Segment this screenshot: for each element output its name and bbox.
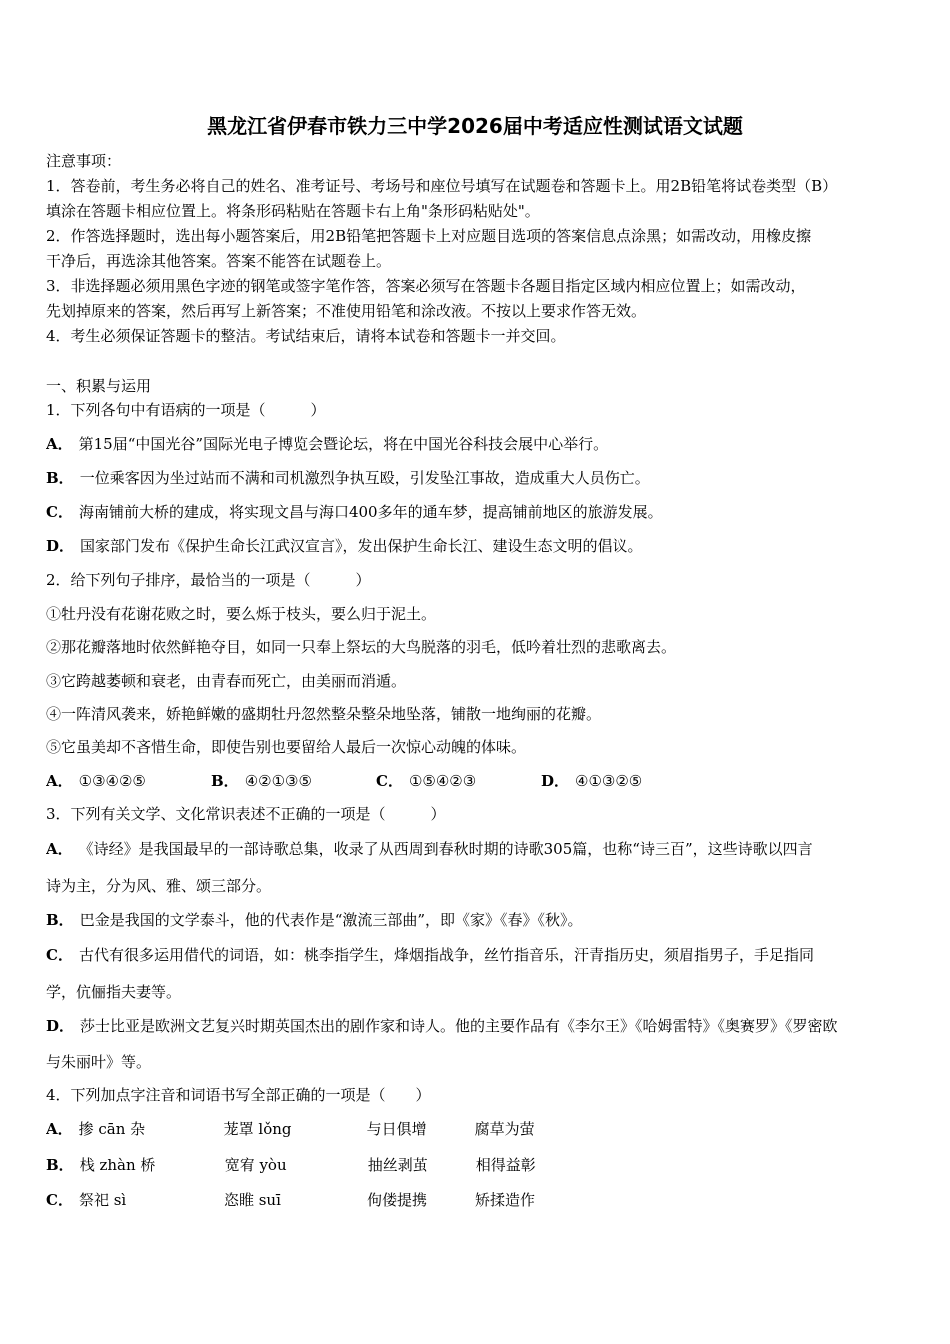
notice-line-3: 2．作答选择题时，选出每小题答案后，用2B铅笔把答题卡上对应题目选项的答案信息点涂黑；如需改动，用橡皮擦 xyxy=(46,227,812,245)
option-text: 第15届“中国光谷”国际光电子博览会暨论坛，将在中国光谷科技会展中心举行。 xyxy=(78,435,609,453)
option-label: D． xyxy=(541,772,570,790)
option-text: 一位乘客因为坐过站而不满和司机激烈争执互殴，引发坠江事故，造成重大人员伤亡。 xyxy=(79,469,650,487)
option-label: B． xyxy=(46,911,74,929)
option-text: 莎士比亚是欧洲文艺复兴时期英国杰出的剧作家和诗人。他的主要作品有《李尔王》《哈姆雷特》《奥赛罗》《罗密欧 xyxy=(80,1017,838,1035)
option-label: D． xyxy=(46,1017,75,1035)
q4-stem: 4．下列加点字注音和词语书写全部正确的一项是（ ） xyxy=(46,1086,431,1104)
notice-line-5: 3．非选择题必须用黑色字迹的钢笔或签字笔作答，答案必须写在答题卡各题目指定区域内相应位置上；如需改动， xyxy=(46,277,806,295)
q4-item: 腐草为萤 xyxy=(474,1120,535,1138)
option-label: C． xyxy=(46,946,73,964)
option-label: A． xyxy=(46,840,73,858)
q4-item: 恣睢 suī xyxy=(223,1191,281,1209)
option-label: A． xyxy=(46,772,73,790)
notice-line-2: 填涂在答题卡相应位置上。将条形码粘贴在答题卡右上角"条形码粘贴处"。 xyxy=(46,202,540,220)
option-text: 古代有很多运用借代的词语，如：桃李指学生，烽烟指战争，丝竹指音乐，汗青指历史，须眉指男子，手足指同 xyxy=(78,946,814,964)
q4-item: 祭祀 sì xyxy=(78,1191,127,1209)
q4-item: 矫揉造作 xyxy=(474,1191,535,1209)
notice-line-4: 干净后，再选涂其他答案。答案不能答在试题卷上。 xyxy=(46,252,392,270)
q1-option-b xyxy=(46,467,908,489)
option-text: ①⑤④②③ xyxy=(408,772,477,790)
option-text: ①③④②⑤ xyxy=(78,772,146,790)
option-label: B． xyxy=(46,1156,74,1174)
q3-option-d-line2: 与朱丽叶》等。 xyxy=(46,1053,152,1071)
q2-stem: 2．给下列句子排序，最恰当的一项是（ ） xyxy=(46,571,371,589)
q2-sentence-2: ②那花瓣落地时依然鲜艳夺目，如同一只奉上祭坛的大鸟脱落的羽毛，低吟着壮烈的悲歌离去。 xyxy=(46,638,677,656)
q3-option-b xyxy=(46,909,908,931)
q1-option-d xyxy=(46,535,908,557)
q4-item: 宽宥 yòu xyxy=(224,1156,287,1174)
q4-item: 与日俱增 xyxy=(366,1120,427,1138)
option-label: C． xyxy=(46,1191,73,1209)
q4-item: 抽丝剥茧 xyxy=(367,1156,428,1174)
option-label: B． xyxy=(211,772,239,790)
q4-item: 佝偻提携 xyxy=(366,1191,427,1209)
option-text: 国家部门发布《保护生命长江武汉宣言》，发出保护生命长江、建设生态文明的倡议。 xyxy=(80,537,643,555)
option-label: A． xyxy=(46,1120,73,1138)
q1-stem: 1．下列各句中有语病的一项是（ ） xyxy=(46,401,326,419)
option-text: ④②①③⑤ xyxy=(244,772,312,790)
notice-line-1: 1．答卷前，考生务必将自己的姓名、准考证号、考场号和座位号填写在试题卷和答题卡上。用2B铅笔将试卷类型（B） xyxy=(46,177,838,195)
option-label: D． xyxy=(46,537,75,555)
q2-option-d xyxy=(541,770,642,792)
q3-option-a-line2: 诗为主，分为风、雅、颂三部分。 xyxy=(46,877,272,895)
q3-option-d-line1 xyxy=(46,1015,908,1037)
q3-option-c-line1 xyxy=(46,944,908,966)
notice-heading: 注意事项： xyxy=(46,152,122,170)
option-label: A． xyxy=(46,435,73,453)
page-title: 黑龙江省伊春市铁力三中学2026届中考适应性测试语文试题 xyxy=(207,114,743,138)
q2-sentence-4: ④一阵清风袭来，娇艳鲜嫩的盛期牡丹忽然整朵整朵地坠落，铺散一地绚丽的花瓣。 xyxy=(46,705,602,723)
q1-option-c xyxy=(46,501,908,523)
q4-item: 相得益彰 xyxy=(475,1156,536,1174)
q2-sentence-5: ⑤它虽美却不吝惜生命，即使告别也要留给人最后一次惊心动魄的体味。 xyxy=(46,738,527,756)
q3-option-a-line1 xyxy=(46,838,908,860)
option-label: C． xyxy=(376,772,403,790)
option-text: 巴金是我国的文学泰斗，他的代表作是“激流三部曲”，即《家》《春》《秋》。 xyxy=(79,911,583,929)
notice-line-6: 先划掉原来的答案，然后再写上新答案；不准使用铅笔和涂改液。不按以上要求作答无效。 xyxy=(46,302,647,320)
q4-item: 栈 zhàn 桥 xyxy=(79,1156,156,1174)
option-label: C． xyxy=(46,503,73,521)
q2-sentence-3: ③它跨越萎顿和衰老，由青春而死亡，由美丽而消遁。 xyxy=(46,672,407,690)
section-heading: 一、积累与运用 xyxy=(46,377,152,395)
option-text: 《诗经》是我国最早的一部诗歌总集，收录了从西周到春秋时期的诗歌305篇，也称“诗三百”，这些诗歌以四言 xyxy=(78,840,813,858)
q2-option-c xyxy=(376,770,541,792)
q4-item: 掺 cān 杂 xyxy=(78,1120,146,1138)
q4-option-a xyxy=(46,1118,908,1140)
q4-item: 茏罩 lǒng xyxy=(223,1120,292,1138)
q3-option-c-line2: 学，伉俪指夫妻等。 xyxy=(46,983,182,1001)
q3-stem: 3．下列有关文学、文化常识表述不正确的一项是（ ） xyxy=(46,805,446,823)
q2-sentence-1: ①牡丹没有花谢花败之时，要么烁于枝头，要么归于泥土。 xyxy=(46,605,437,623)
option-label: B． xyxy=(46,469,74,487)
option-text: 海南铺前大桥的建成，将实现文昌与海口400多年的通车梦，提高铺前地区的旅游发展。 xyxy=(78,503,663,521)
q2-option-b xyxy=(211,770,376,792)
q4-option-b xyxy=(46,1154,908,1176)
q4-option-c xyxy=(46,1189,908,1211)
q2-option-a xyxy=(46,770,211,792)
q2-options xyxy=(46,770,908,792)
option-text: ④①③②⑤ xyxy=(575,772,643,790)
q1-option-a xyxy=(46,433,908,455)
notice-line-7: 4．考生必须保证答题卡的整洁。考试结束后，请将本试卷和答题卡一并交回。 xyxy=(46,327,566,345)
